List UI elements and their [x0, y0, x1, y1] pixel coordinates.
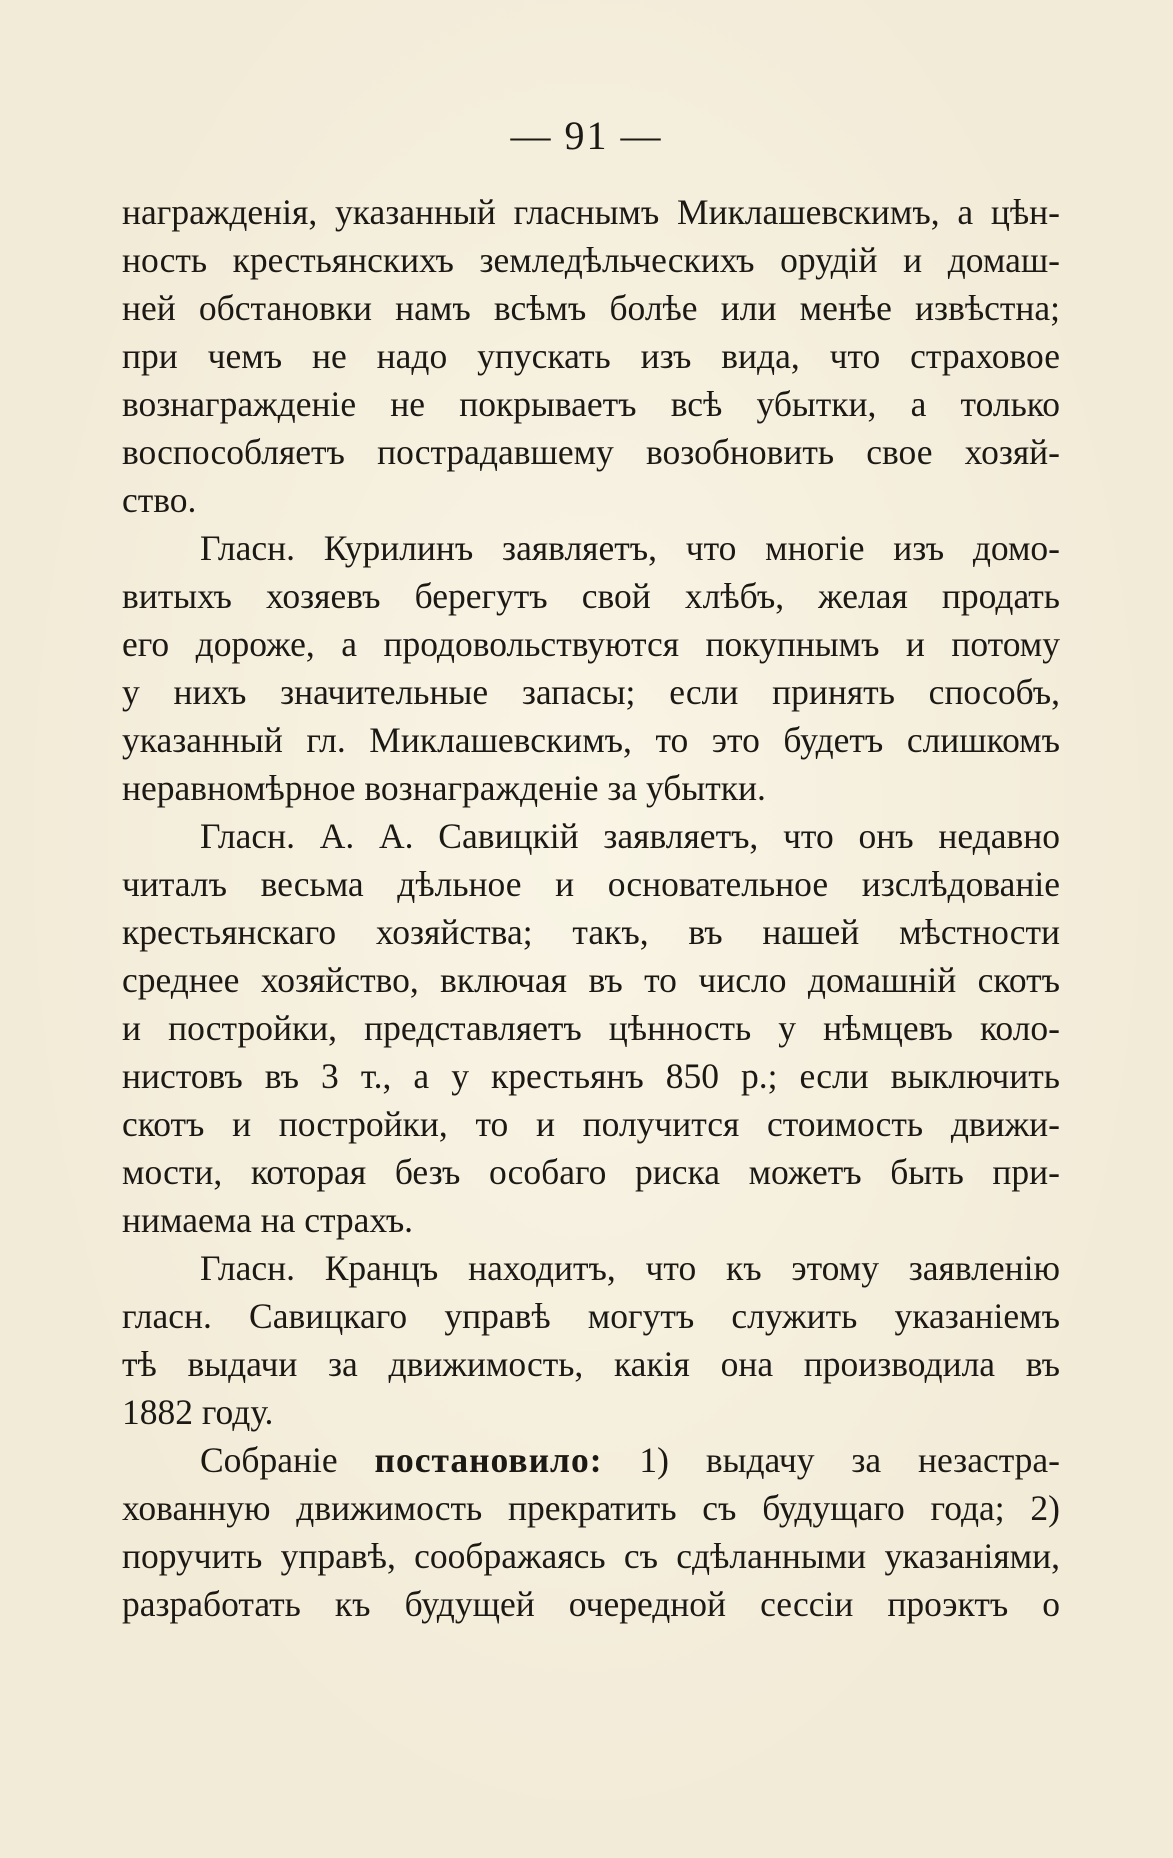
text-line: ней обстановки намъ всѣмъ болѣе или менѣе извѣстна; [122, 288, 1060, 328]
text-line: его дороже, а продовольствуются покупнымъ и потому [122, 624, 1060, 664]
page-number: — 91 — [510, 113, 663, 158]
text-line: мости, которая безъ особаго риска можетъ быть при- [122, 1152, 1060, 1192]
text-line: нистовъ въ 3 т., а у крестьянъ 850 р.; если выключить [122, 1056, 1060, 1096]
text-line: тѣ выдачи за движимость, какія она производила въ [122, 1344, 1060, 1384]
text-line: 1882 году. [122, 1392, 274, 1432]
text-line: воспособляетъ пострадавшему возобновить свое хозяй- [122, 432, 1060, 472]
text-line: читалъ весьма дѣльное и основательное изслѣдованіе [122, 864, 1060, 904]
text-line: витыхъ хозяевъ берегутъ свой хлѣбъ, желая продать [122, 576, 1060, 616]
text-line: ство. [122, 480, 197, 520]
resolution-prefix: Собраніе [200, 1440, 338, 1480]
resolution-verb: постановило: [374, 1440, 603, 1480]
text-line: хованную движимость прекратить съ будущаго года; 2) [122, 1488, 1060, 1528]
text-line: у нихъ значительные запасы; если принять способъ, [122, 672, 1060, 712]
text-line: неравномѣрное вознагражденіе за убытки. [122, 768, 766, 808]
text-line: Гласн. А. А. Савицкій заявляетъ, что онъ недавно [200, 816, 1060, 856]
text-line: гласн. Савицкаго управѣ могутъ служить указаніемъ [122, 1296, 1060, 1336]
text-line: Гласн. Кранцъ находитъ, что къ этому заявленію [200, 1248, 1060, 1288]
resolution-line [122, 1436, 1060, 1484]
text-line: крестьянскаго хозяйства; такъ, въ нашей мѣстности [122, 912, 1060, 952]
text-line: среднее хозяйство, включая въ то число домашній скотъ [122, 960, 1060, 1000]
text-line: нимаема на страхъ. [122, 1200, 414, 1240]
text-fragment: 1) выдачу за незастра- [639, 1440, 1060, 1480]
text-line: вознагражденіе не покрываетъ всѣ убытки, а только [122, 384, 1060, 424]
text-line: и постройки, представляетъ цѣнность у нѣмцевъ коло- [122, 1008, 1060, 1048]
text-line: при чемъ не надо упускать изъ вида, что страховое [122, 336, 1060, 376]
text-line: ность крестьянскихъ земледѣльческихъ орудій и домаш- [122, 240, 1060, 280]
text-line: награжденія, указанный гласнымъ Миклашевскимъ, а цѣн- [122, 192, 1060, 232]
text-line: разработать къ будущей очередной сессіи проэктъ о [122, 1584, 1060, 1624]
text-line: поручить управѣ, соображаясь съ сдѣланными указаніями, [122, 1536, 1060, 1576]
text-line: указанный гл. Миклашевскимъ, то это будетъ слишкомъ [122, 720, 1060, 760]
text-line: скотъ и постройки, то и получится стоимость движи- [122, 1104, 1060, 1144]
document-body [122, 188, 1060, 1628]
text-line: Гласн. Курилинъ заявляетъ, что многіе изъ домо- [200, 528, 1060, 568]
